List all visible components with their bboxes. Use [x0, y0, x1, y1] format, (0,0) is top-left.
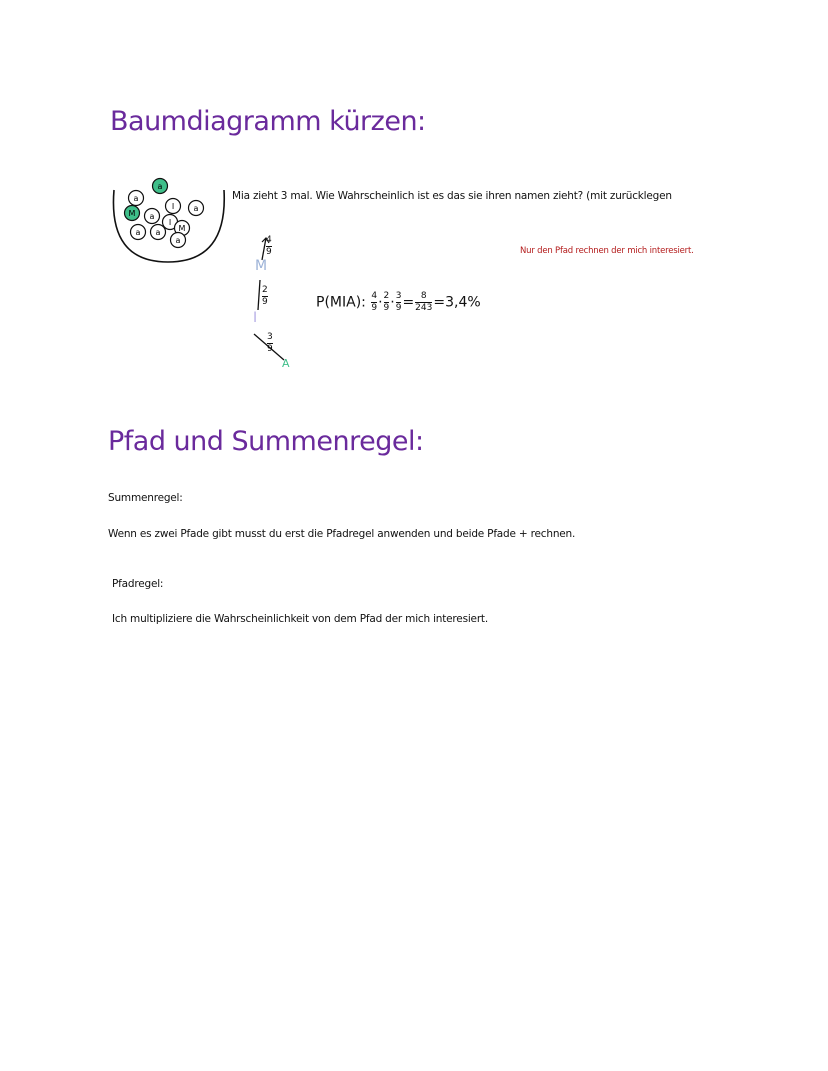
red-note: Nur den Pfad rechnen der mich interesiert.: [520, 246, 694, 256]
summenregel-text: Wenn es zwei Pfade gibt musst du erst die Pfadregel anwenden und beide Pfade + rechnen.: [108, 528, 576, 540]
branch-1-prob: [266, 236, 272, 257]
section-title-pfad-summenregel: Pfad und Summenregel:: [108, 426, 424, 457]
urn-ball-label: I: [171, 202, 175, 211]
tree-diagram: [240, 230, 310, 375]
section-title-baumdiagramm: Baumdiagramm kürzen:: [110, 106, 426, 137]
formula-equals: =: [402, 294, 415, 311]
branch-1-den: 9: [266, 247, 272, 257]
formula-result: =3,4%: [433, 294, 481, 311]
urn-ball-label: a: [135, 228, 141, 237]
branch-2-den: 9: [262, 297, 268, 307]
formula-result-fraction: $\frac{8}{243}$: [415, 291, 433, 313]
urn-ball-label: M: [178, 224, 186, 233]
urn-ball-label: a: [149, 212, 155, 221]
node-A: A: [282, 357, 290, 370]
formula-fraction-3: $\frac{3}{9}$: [395, 291, 402, 313]
task-text: Mia zieht 3 mal. Wie Wahrscheinlich ist es das sie ihren namen zieht? (mit zurücklegen: [232, 190, 672, 202]
branch-1-num: 4: [266, 235, 272, 245]
formula-fraction-2: $\frac{2}{9}$: [383, 291, 390, 313]
urn-ball-label: a: [133, 194, 139, 203]
summenregel-label: Summenregel:: [108, 492, 183, 504]
pfadregel-text: Ich multipliziere die Wahrscheinlichkeit von dem Pfad der mich interesiert.: [112, 613, 488, 625]
urn-ball-label: M: [128, 209, 136, 218]
formula-lhs: P(MIA):: [316, 294, 366, 311]
urn-ball-label: a: [175, 236, 181, 245]
branch-2-num: 2: [262, 285, 268, 295]
urn-ball-label: a: [155, 228, 161, 237]
urn-ball-label: a: [193, 204, 199, 213]
urn-drawing: [108, 176, 230, 268]
node-M: M: [255, 258, 268, 274]
pfadregel-label: Pfadregel:: [112, 578, 164, 590]
branch-3-den: 9: [267, 344, 273, 354]
probability-formula: P(MIA): $\frac{4}{9}$ · $\frac{2}{9}$ · $\frac{3}{9}$ = $\frac{8}{243}$ =3,4%: [316, 291, 481, 313]
formula-fraction-1: $\frac{4}{9}$: [371, 291, 378, 313]
branch-2-prob: [262, 286, 268, 307]
urn-ball-label: I: [168, 218, 172, 227]
branch-2: [258, 280, 260, 310]
node-I: I: [253, 310, 258, 326]
branch-3-num: 3: [267, 332, 273, 342]
urn-ball-label: a: [157, 182, 163, 191]
branch-3-prob: [267, 333, 273, 354]
